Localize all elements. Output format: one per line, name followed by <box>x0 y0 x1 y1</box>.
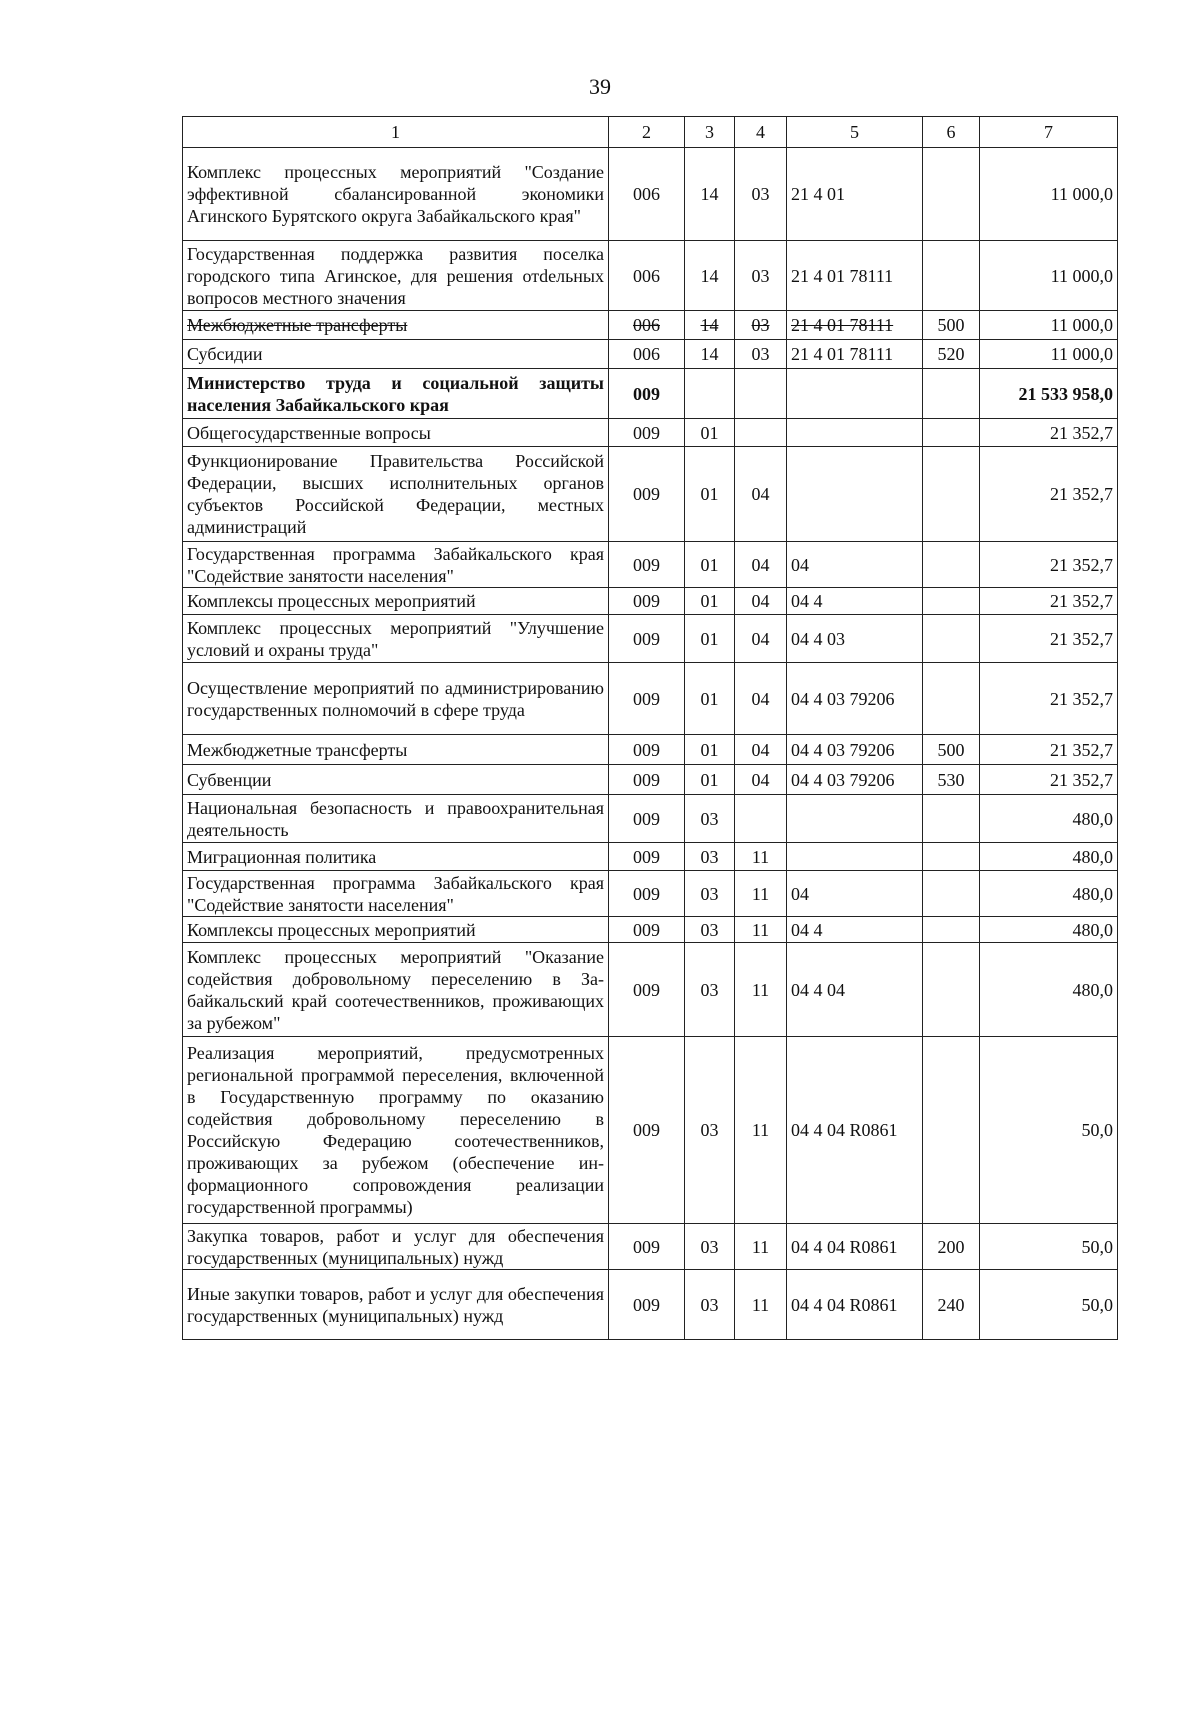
table-row <box>183 765 1118 795</box>
header-col-5: 5 <box>787 117 923 148</box>
row-admin-code: 009 <box>609 615 685 663</box>
row-name: Комплекс процессных мероприятий "Улучшение условий и охраны труда" <box>183 615 609 663</box>
row-target-article: 04 4 04 R0861 <box>787 1037 923 1224</box>
table-row <box>183 148 1118 241</box>
row-subsection: 11 <box>735 943 787 1037</box>
row-admin-code: 009 <box>609 843 685 871</box>
table-row <box>183 340 1118 369</box>
table-row <box>183 447 1118 542</box>
row-name: Иные закупки товаров, работ и услуг для обеспечения государственных (муниципальных) нужд <box>183 1270 609 1340</box>
row-name: Государственная программа Забайкальского края "Содействие занятости населения" <box>183 871 609 917</box>
row-amount: 21 352,7 <box>980 663 1118 735</box>
row-admin-code: 009 <box>609 765 685 795</box>
row-section: 01 <box>685 588 735 615</box>
row-target-article <box>787 843 923 871</box>
row-expense-type <box>923 917 980 943</box>
row-name: Межбюджетные трансферты <box>183 311 609 340</box>
table-row <box>183 542 1118 588</box>
row-admin-code: 009 <box>609 871 685 917</box>
row-name: Межбюджетные трансферты <box>183 735 609 765</box>
row-section: 01 <box>685 615 735 663</box>
table-row <box>183 615 1118 663</box>
row-section: 03 <box>685 1037 735 1224</box>
row-subsection: 04 <box>735 663 787 735</box>
row-subsection: 11 <box>735 917 787 943</box>
row-section: 01 <box>685 765 735 795</box>
row-name: Осуществление мероприятий по администрированию государственных полномочий в сфере труда <box>183 663 609 735</box>
row-admin-code: 009 <box>609 917 685 943</box>
row-subsection: 04 <box>735 447 787 542</box>
row-subsection <box>735 369 787 419</box>
row-admin-code: 009 <box>609 542 685 588</box>
row-expense-type <box>923 419 980 447</box>
table-row <box>183 311 1118 340</box>
row-admin-code: 006 <box>609 340 685 369</box>
row-amount: 21 352,7 <box>980 447 1118 542</box>
row-amount: 480,0 <box>980 943 1118 1037</box>
row-section: 03 <box>685 1224 735 1270</box>
row-expense-type <box>923 588 980 615</box>
row-name: Комплекс процессных мероприятий "Создание эффективной сбалансированной экономики Агинского Бурятского округа Забайкальского края" <box>183 148 609 241</box>
row-subsection: 11 <box>735 1224 787 1270</box>
row-target-article: 21 4 01 <box>787 148 923 241</box>
row-target-article: 04 4 04 R0861 <box>787 1224 923 1270</box>
table-row <box>183 1037 1118 1224</box>
row-name: Субвенции <box>183 765 609 795</box>
row-admin-code: 009 <box>609 795 685 843</box>
row-name: Министерство труда и социальной защиты населения Забайкальского края <box>183 369 609 419</box>
row-expense-type: 500 <box>923 311 980 340</box>
row-subsection <box>735 419 787 447</box>
row-amount: 50,0 <box>980 1037 1118 1224</box>
row-target-article: 04 4 <box>787 588 923 615</box>
row-expense-type: 530 <box>923 765 980 795</box>
row-amount: 50,0 <box>980 1224 1118 1270</box>
row-target-article: 04 4 03 79206 <box>787 663 923 735</box>
budget-table <box>182 116 1118 1340</box>
row-subsection: 11 <box>735 1037 787 1224</box>
row-section: 01 <box>685 663 735 735</box>
table-row <box>183 1224 1118 1270</box>
row-admin-code: 009 <box>609 369 685 419</box>
row-target-article: 21 4 01 78111 <box>787 241 923 311</box>
table-row <box>183 871 1118 917</box>
row-name: Комплексы процессных мероприятий <box>183 588 609 615</box>
row-section: 14 <box>685 340 735 369</box>
row-amount: 21 533 958,0 <box>980 369 1118 419</box>
row-expense-type <box>923 871 980 917</box>
row-expense-type <box>923 795 980 843</box>
row-name: Комплексы процессных мероприятий <box>183 917 609 943</box>
row-subsection: 04 <box>735 765 787 795</box>
row-target-article: 21 4 01 78111 <box>787 311 923 340</box>
row-amount: 480,0 <box>980 871 1118 917</box>
row-target-article <box>787 795 923 843</box>
row-admin-code: 009 <box>609 1270 685 1340</box>
row-section: 14 <box>685 148 735 241</box>
row-amount: 11 000,0 <box>980 241 1118 311</box>
row-expense-type <box>923 1037 980 1224</box>
row-expense-type: 200 <box>923 1224 980 1270</box>
row-amount: 21 352,7 <box>980 615 1118 663</box>
page-number: 39 <box>589 74 611 99</box>
row-target-article: 04 4 <box>787 917 923 943</box>
row-subsection: 04 <box>735 542 787 588</box>
row-target-article: 21 4 01 78111 <box>787 340 923 369</box>
table-row <box>183 588 1118 615</box>
row-section: 01 <box>685 735 735 765</box>
row-section: 03 <box>685 795 735 843</box>
row-name: Государственная поддержка развития поселка городского типа Агинское, для решения отdельных вопросов местного значения <box>183 241 609 311</box>
row-amount: 21 352,7 <box>980 735 1118 765</box>
header-col-2: 2 <box>609 117 685 148</box>
row-admin-code: 009 <box>609 1037 685 1224</box>
row-name: Миграционная политика <box>183 843 609 871</box>
row-expense-type: 520 <box>923 340 980 369</box>
row-admin-code: 006 <box>609 148 685 241</box>
row-name: Государственная программа Забайкальского края "Содействие занятости населения" <box>183 542 609 588</box>
row-amount: 11 000,0 <box>980 148 1118 241</box>
row-subsection: 11 <box>735 1270 787 1340</box>
row-section: 03 <box>685 1270 735 1340</box>
table-row <box>183 795 1118 843</box>
row-section <box>685 369 735 419</box>
row-section: 03 <box>685 871 735 917</box>
row-target-article: 04 <box>787 542 923 588</box>
row-amount: 480,0 <box>980 795 1118 843</box>
table-row <box>183 419 1118 447</box>
row-admin-code: 009 <box>609 663 685 735</box>
row-admin-code: 006 <box>609 311 685 340</box>
row-section: 01 <box>685 542 735 588</box>
row-amount: 21 352,7 <box>980 542 1118 588</box>
row-expense-type <box>923 369 980 419</box>
row-name: Общегосударственные вопросы <box>183 419 609 447</box>
row-subsection: 03 <box>735 241 787 311</box>
row-subsection: 04 <box>735 615 787 663</box>
row-admin-code: 009 <box>609 735 685 765</box>
row-target-article <box>787 369 923 419</box>
row-target-article: 04 4 03 <box>787 615 923 663</box>
row-subsection: 03 <box>735 340 787 369</box>
row-amount: 11 000,0 <box>980 340 1118 369</box>
header-col-4: 4 <box>735 117 787 148</box>
header-col-1: 1 <box>183 117 609 148</box>
row-amount: 480,0 <box>980 917 1118 943</box>
row-amount: 480,0 <box>980 843 1118 871</box>
row-section: 14 <box>685 311 735 340</box>
row-amount: 50,0 <box>980 1270 1118 1340</box>
row-name: Комплекс процессных мероприятий "Оказание содействия добровольному переселению в Забайкальский край соотечественников, проживающих за рубежом" <box>183 943 609 1037</box>
row-amount: 21 352,7 <box>980 765 1118 795</box>
row-section: 03 <box>685 943 735 1037</box>
row-expense-type <box>923 843 980 871</box>
table-row <box>183 369 1118 419</box>
row-target-article <box>787 419 923 447</box>
row-expense-type <box>923 615 980 663</box>
row-target-article: 04 <box>787 871 923 917</box>
row-subsection: 03 <box>735 311 787 340</box>
row-section: 14 <box>685 241 735 311</box>
row-name: Реализация мероприятий, предусмотренных региональной программой переселения, включенной в Государственную программу по оказанию содействия добровольному переселению в Российскую Федерацию соотечественников, проживающих за рубежом (обеспечение информационного сопровождения реализации государственной программы) <box>183 1037 609 1224</box>
row-expense-type <box>923 241 980 311</box>
row-subsection: 11 <box>735 871 787 917</box>
row-name: Национальная безопасность и правоохранительная деятельность <box>183 795 609 843</box>
row-expense-type <box>923 148 980 241</box>
row-admin-code: 009 <box>609 447 685 542</box>
row-target-article: 04 4 03 79206 <box>787 765 923 795</box>
row-expense-type <box>923 943 980 1037</box>
row-section: 01 <box>685 447 735 542</box>
row-name: Закупка товаров, работ и услуг для обеспечения государственных (муниципальных) нужд <box>183 1224 609 1270</box>
row-expense-type <box>923 447 980 542</box>
row-amount: 11 000,0 <box>980 311 1118 340</box>
row-subsection: 11 <box>735 843 787 871</box>
row-target-article: 04 4 04 R0861 <box>787 1270 923 1340</box>
table-row <box>183 241 1118 311</box>
table-header-row <box>183 117 1118 148</box>
header-col-6: 6 <box>923 117 980 148</box>
row-name: Функционирование Правительства Российской Федерации, высших исполнительных органов субъектов Российской Федерации, местных администраций <box>183 447 609 542</box>
table-row <box>183 663 1118 735</box>
row-admin-code: 006 <box>609 241 685 311</box>
row-admin-code: 009 <box>609 419 685 447</box>
row-name: Субсидии <box>183 340 609 369</box>
row-subsection: 03 <box>735 148 787 241</box>
table-row <box>183 735 1118 765</box>
row-expense-type: 240 <box>923 1270 980 1340</box>
table-row <box>183 1270 1118 1340</box>
row-admin-code: 009 <box>609 1224 685 1270</box>
row-admin-code: 009 <box>609 943 685 1037</box>
row-target-article <box>787 447 923 542</box>
row-expense-type <box>923 663 980 735</box>
row-target-article: 04 4 03 79206 <box>787 735 923 765</box>
row-subsection <box>735 795 787 843</box>
header-col-3: 3 <box>685 117 735 148</box>
row-section: 03 <box>685 843 735 871</box>
table-row <box>183 843 1118 871</box>
row-section: 01 <box>685 419 735 447</box>
row-amount: 21 352,7 <box>980 419 1118 447</box>
row-admin-code: 009 <box>609 588 685 615</box>
row-expense-type: 500 <box>923 735 980 765</box>
row-expense-type <box>923 542 980 588</box>
row-amount: 21 352,7 <box>980 588 1118 615</box>
table-row <box>183 917 1118 943</box>
row-target-article: 04 4 04 <box>787 943 923 1037</box>
header-col-7: 7 <box>980 117 1118 148</box>
row-section: 03 <box>685 917 735 943</box>
row-subsection: 04 <box>735 735 787 765</box>
table-row <box>183 943 1118 1037</box>
row-subsection: 04 <box>735 588 787 615</box>
